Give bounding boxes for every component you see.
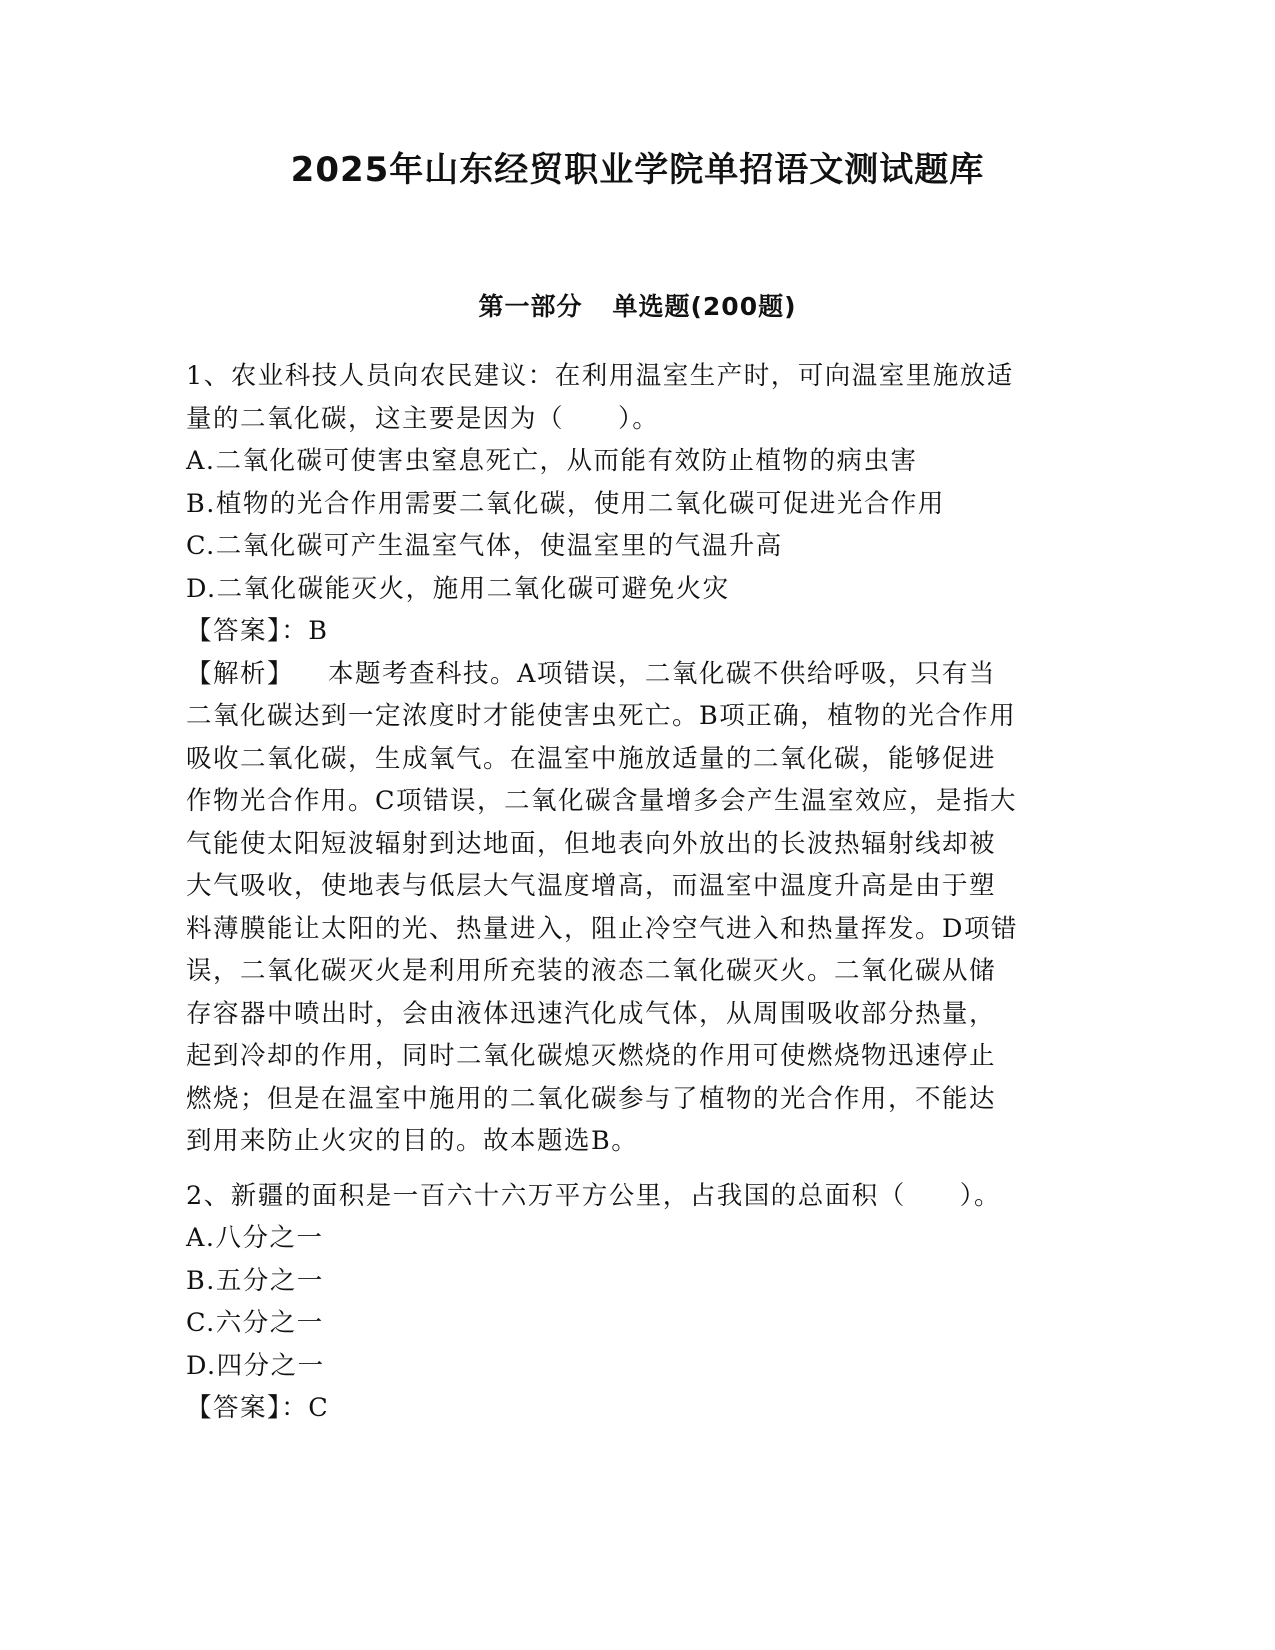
analysis-line: 大气吸收，使地表与低层大气温度增高，而温室中温度升高是由于塑: [186, 871, 997, 901]
section-heading: [0, 290, 1275, 324]
analysis-label: 【解析】: [186, 658, 295, 689]
question-list: [186, 355, 1086, 1430]
analysis-line: 吸收二氧化碳，生成氧气。在温室中施放适量的二氧化碳，能够促进: [186, 743, 997, 774]
question-1: [186, 355, 1086, 1163]
option-d: D.四分之一: [186, 1350, 325, 1381]
analysis-text: 本题考查科技。A项错误，二氧化碳不供给呼吸，只有当: [328, 658, 996, 689]
analysis-line: 二氧化碳达到一定浓度时才能使害虫死亡。B项正确，植物的光合作用: [186, 701, 1017, 731]
option-c: C.二氧化碳可产生温室气体，使温室里的气温升高: [186, 531, 783, 561]
option-c: C.六分之一: [186, 1308, 324, 1338]
answer-label: 【答案】：: [186, 1393, 309, 1423]
question-2: [186, 1175, 1086, 1430]
analysis-line: [186, 653, 1086, 696]
option-d: D.二氧化碳能灭火，施用二氧化碳可避免火灾: [186, 573, 730, 604]
analysis-line: 到用来防止火灾的目的。故本题选B。: [186, 1126, 639, 1156]
analysis-line: 作物光合作用。C项错误，二氧化碳含量增多会产生温室效应，是指大: [186, 786, 1018, 816]
answer-value: B: [308, 616, 329, 646]
section-name: 单选题(200题): [612, 292, 797, 321]
question-stem-line: 量的二氧化碳，这主要是因为（ ）。: [186, 403, 660, 434]
analysis-line: 燃烧；但是在温室中施用的二氧化碳参与了植物的光合作用，不能达: [186, 1083, 997, 1114]
option-b: B.五分之一: [186, 1265, 324, 1296]
document-title: 2025年山东经贸职业学院单招语文测试题库: [290, 150, 985, 190]
question-separator: [186, 1163, 1086, 1175]
section-part: 第一部分: [478, 292, 583, 321]
option-a: A.二氧化碳可使害虫窒息死亡，从而能有效防止植物的病虫害: [186, 446, 918, 476]
question-stem-line: 2、新疆的面积是一百六十六万平方公里，占我国的总面积（ ）。: [186, 1180, 1001, 1211]
answer-label: 【答案】：: [186, 616, 309, 646]
analysis-line: 气能使太阳短波辐射到达地面，但地表向外放出的长波热辐射线却被: [186, 828, 997, 859]
analysis-line: 料薄膜能让太阳的光、热量进入，阻止冷空气进入和热量挥发。D项错: [186, 913, 1018, 944]
answer-line: [186, 1387, 1086, 1430]
option-a: A.八分之一: [186, 1223, 324, 1253]
answer-line: [186, 610, 1086, 653]
answer-value: C: [308, 1393, 330, 1423]
analysis-line: 起到冷却的作用，同时二氧化碳熄灭燃烧的作用可使燃烧物迅速停止: [186, 1041, 997, 1071]
analysis-line: 误，二氧化碳灭火是利用所充装的液态二氧化碳灭火。二氧化碳从储: [186, 956, 997, 986]
option-b: B.植物的光合作用需要二氧化碳，使用二氧化碳可促进光合作用: [186, 488, 945, 519]
analysis-line: 存容器中喷出时，会由液体迅速汽化成气体，从周围吸收部分热量，: [186, 998, 997, 1029]
question-stem-line: 1、农业科技人员向农民建议：在利用温室生产时，可向温室里施放适: [186, 361, 1014, 391]
